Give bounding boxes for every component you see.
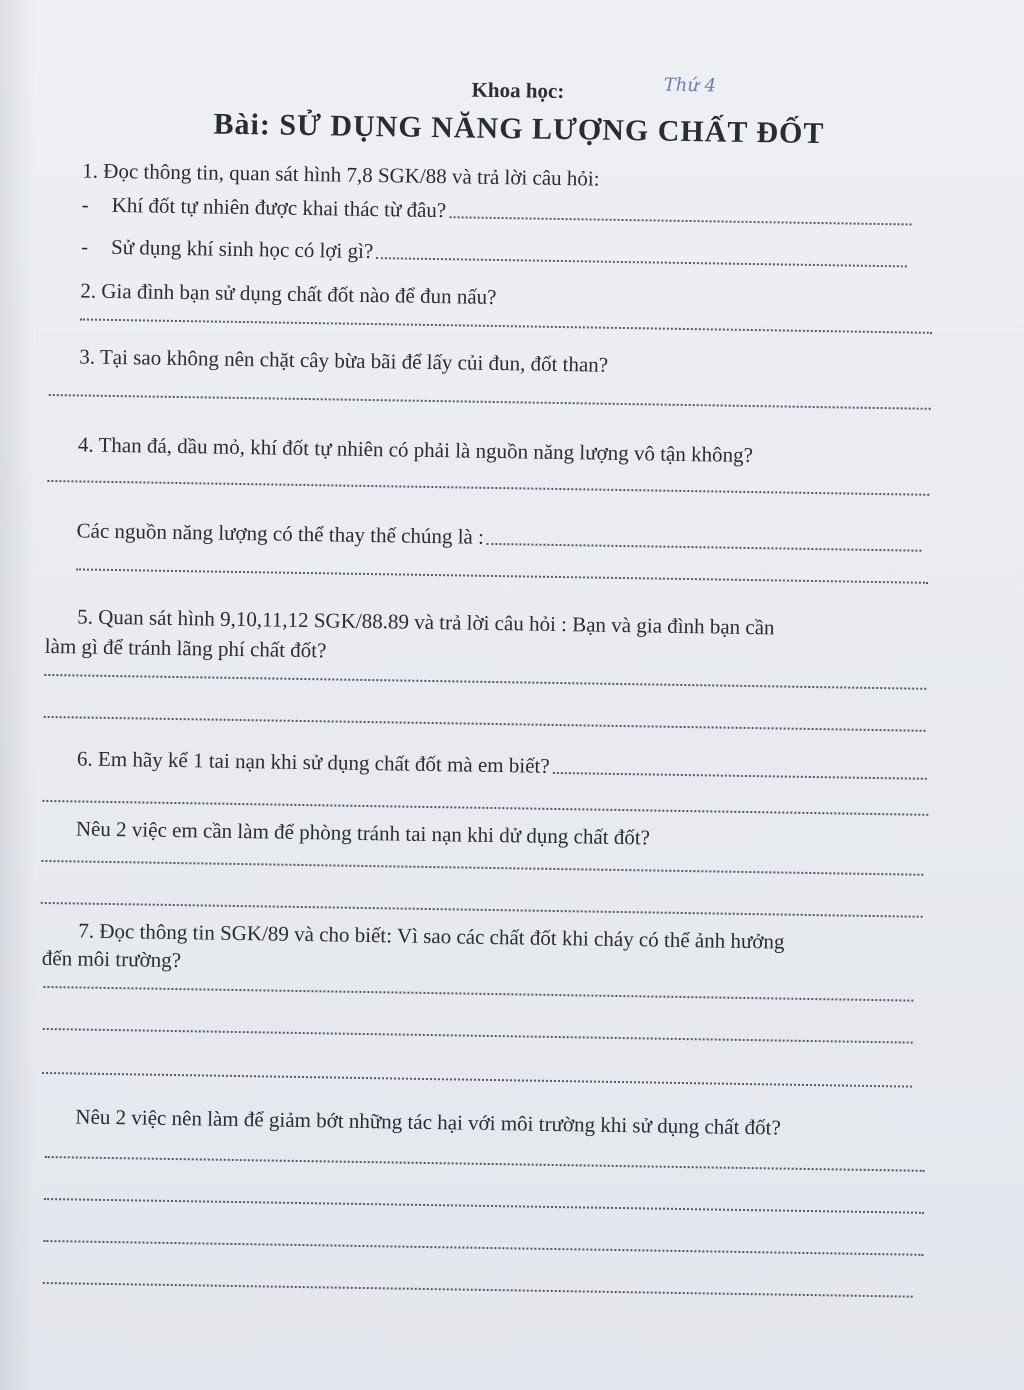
question-4 <box>78 431 753 468</box>
answer-line[interactable] <box>47 479 929 496</box>
question-3 <box>79 343 608 377</box>
question-7-line-2 <box>42 945 182 973</box>
question-1a-text: Khí đốt tự nhiên được khai thác từ đâu? <box>111 192 447 223</box>
question-4b <box>76 517 921 556</box>
question-5-line-2 <box>45 633 327 663</box>
answer-line[interactable] <box>42 799 928 816</box>
question-1-prompt <box>82 157 922 196</box>
answer-line[interactable] <box>449 215 911 225</box>
answer-line[interactable] <box>487 542 922 552</box>
answer-line[interactable] <box>44 673 926 690</box>
answer-line[interactable] <box>45 1155 925 1172</box>
answer-line[interactable] <box>80 317 932 333</box>
question-7-text-continued: đến môi trường? <box>41 945 182 973</box>
question-1a <box>82 191 912 230</box>
question-5-text-continued: làm gì để tránh lãng phí chất đốt? <box>44 633 327 663</box>
question-5-text: 5. Quan sát hình 9,10,11,12 SGK/88.89 và trả lời câu hỏi : Bạn và gia đình bạn cần <box>77 604 775 640</box>
answer-line[interactable] <box>41 901 923 918</box>
question-7-line-1 <box>78 918 785 955</box>
answer-line[interactable] <box>43 1027 913 1044</box>
answer-line[interactable] <box>49 393 931 410</box>
answer-line[interactable] <box>76 567 928 583</box>
bullet-mark: - <box>81 192 89 217</box>
bullet-mark: - <box>80 234 89 259</box>
question-7b-text: Nêu 2 việc nên làm để giảm bớt những tác hại với môi trường khi sử dụng chất đốt? <box>75 1104 781 1140</box>
question-4-text: 4. Than đá, dầu mỏ, khí đốt tự nhiên có phải là nguồn năng lượng vô tận không? <box>77 432 754 468</box>
answer-line[interactable] <box>42 1071 912 1088</box>
handwritten-note: Thứ 4 <box>663 74 717 97</box>
answer-line[interactable] <box>553 771 927 780</box>
question-2-text: 2. Gia đình bạn sử dụng chất đốt nào để đun nấu? <box>80 278 497 309</box>
question-6b <box>76 815 650 850</box>
question-6-text: 6. Em hãy kể 1 tai nạn khi sử dụng chất đốt mà em biết? <box>76 746 550 778</box>
question-4b-text: Các nguồn năng lượng có thể thay thế chúng là : <box>76 518 485 549</box>
question-1-text: 1. Đọc thông tin, quan sát hình 7,8 SGK/88 và trả lời câu hỏi: <box>82 158 600 191</box>
question-6b-text: Nêu 2 việc em cần làm để phòng tránh tai nạn khi dử dụng chất đốt? <box>75 816 651 850</box>
page-title: Bài: SỬ DỤNG NĂNG LƯỢNG CHẤT ĐỐT <box>213 107 825 151</box>
question-7-text: 7. Đọc thông tin SGK/89 và cho biết: Vì sao các chất đốt khi cháy có thể ảnh hưởng <box>78 918 785 954</box>
answer-line[interactable] <box>376 256 907 267</box>
answer-line[interactable] <box>44 715 926 732</box>
subject-label: Khoa học: <box>471 77 565 104</box>
question-1b <box>81 233 907 272</box>
answer-line[interactable] <box>43 985 913 1002</box>
answer-line[interactable] <box>43 1281 913 1298</box>
answer-line[interactable] <box>44 1197 924 1214</box>
question-7b <box>75 1103 781 1140</box>
question-2 <box>80 277 496 310</box>
question-3-text: 3. Tại sao không nên chặt cây bừa bãi để lấy củi đun, đốt than? <box>79 344 609 377</box>
question-6 <box>77 745 927 784</box>
answer-line[interactable] <box>41 859 923 876</box>
answer-line[interactable] <box>43 1239 923 1256</box>
question-1b-text: Sử dụng khí sinh học có lợi gì? <box>110 234 374 264</box>
